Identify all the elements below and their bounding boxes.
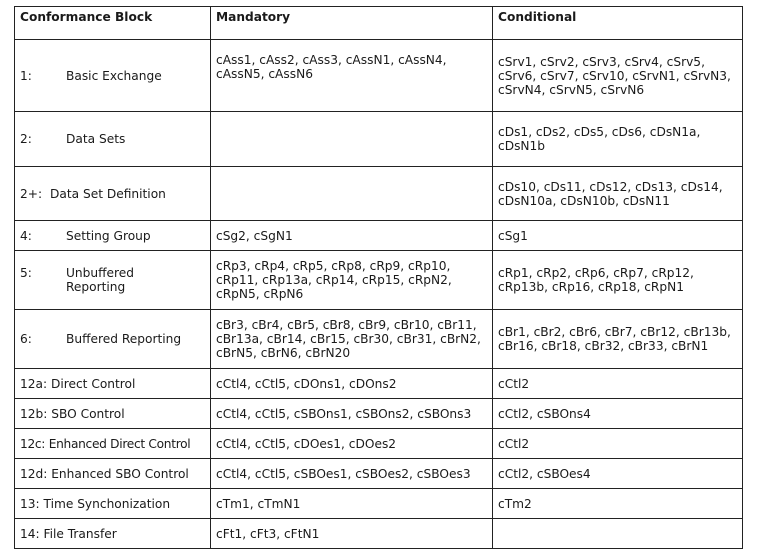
- block-number: 4:: [20, 228, 32, 243]
- block-name: Unbuffered Reporting: [66, 266, 134, 294]
- mandatory-cell: cTm1, cTmN1: [211, 489, 493, 519]
- mandatory-cell: cCtl4, cCtl5, cSBOns1, cSBOns2, cSBOns3: [211, 399, 493, 429]
- table-row: [15, 221, 743, 251]
- table-header-row: [15, 7, 743, 40]
- conditional-cell: cCtl2, cSBOes4: [493, 459, 743, 489]
- table-row: [15, 167, 743, 221]
- mandatory-cell: [211, 112, 493, 167]
- mandatory-cell: cFt1, cFt3, cFtN1: [211, 519, 493, 549]
- block-name: Enhanced SBO Control: [51, 466, 189, 481]
- block-name: Time Synchonization: [43, 496, 171, 511]
- conditional-cell: cBr1, cBr2, cBr6, cBr7, cBr12, cBr13b, cBr16, cBr18, cBr32, cBr33, cBrN1: [493, 310, 743, 369]
- block-name: Enhanced Direct Control: [48, 436, 191, 451]
- block-cell: [15, 310, 211, 369]
- block-number: 1:: [20, 68, 32, 83]
- mandatory-cell: cCtl4, cCtl5, cDOes1, cDOes2: [211, 429, 493, 459]
- block-cell: [15, 519, 211, 549]
- block-cell: [15, 489, 211, 519]
- block-number: 13:: [20, 496, 40, 511]
- conditional-cell: cDs10, cDs11, cDs12, cDs13, cDs14, cDsN10a, cDsN10b, cDsN11: [493, 167, 743, 221]
- mandatory-cell: cBr3, cBr4, cBr5, cBr8, cBr9, cBr10, cBr11, cBr13a, cBr14, cBr15, cBr30, cBr31, cBrN2, cBrN5, cBrN6, cBrN20: [211, 310, 493, 369]
- mandatory-cell: cSg2, cSgN1: [211, 221, 493, 251]
- header-mandatory: Mandatory: [211, 7, 493, 40]
- conditional-cell: cDs1, cDs2, cDs5, cDs6, cDsN1a, cDsN1b: [493, 112, 743, 167]
- table-row: [15, 459, 743, 489]
- block-name: Setting Group: [66, 228, 151, 243]
- conditional-cell: cCtl2: [493, 429, 743, 459]
- mandatory-cell: cAss1, cAss2, cAss3, cAssN1, cAssN4, cAssN5, cAssN6: [211, 40, 493, 112]
- block-cell: [15, 429, 211, 459]
- header-conditional: Conditional: [493, 7, 743, 40]
- block-number: 14:: [20, 526, 40, 541]
- block-cell: [15, 221, 211, 251]
- conditional-cell: cSg1: [493, 221, 743, 251]
- mandatory-cell: cRp3, cRp4, cRp5, cRp8, cRp9, cRp10, cRp11, cRp13a, cRp14, cRp15, cRpN2, cRpN5, cRpN6: [211, 251, 493, 310]
- conditional-cell: cCtl2: [493, 369, 743, 399]
- conditional-cell: cCtl2, cSBOns4: [493, 399, 743, 429]
- block-name: File Transfer: [43, 526, 117, 541]
- mandatory-cell: [211, 167, 493, 221]
- conditional-cell: cTm2: [493, 489, 743, 519]
- block-cell: [15, 40, 211, 112]
- block-cell: [15, 251, 211, 310]
- block-name: Basic Exchange: [66, 68, 162, 83]
- block-name: Data Set Definition: [50, 186, 166, 201]
- conformance-table-container: [14, 6, 742, 549]
- block-name: SBO Control: [51, 406, 125, 421]
- block-number: 12b:: [20, 406, 48, 421]
- table-row: [15, 310, 743, 369]
- table-row: [15, 489, 743, 519]
- block-cell: [15, 369, 211, 399]
- block-number: 12a:: [20, 376, 48, 391]
- header-conformance-block: Conformance Block: [15, 7, 211, 40]
- table-row: [15, 519, 743, 549]
- conformance-table: [14, 6, 743, 549]
- block-number: 2:: [20, 132, 32, 146]
- table-row: [15, 369, 743, 399]
- table-row: [15, 399, 743, 429]
- conditional-cell: cRp1, cRp2, cRp6, cRp7, cRp12, cRp13b, cRp16, cRp18, cRpN1: [493, 251, 743, 310]
- block-number: 5:: [20, 266, 32, 280]
- block-name: Buffered Reporting: [66, 332, 182, 346]
- block-number: 6:: [20, 332, 32, 346]
- mandatory-cell: cCtl4, cCtl5, cDOns1, cDOns2: [211, 369, 493, 399]
- block-cell: [15, 112, 211, 167]
- table-row: [15, 429, 743, 459]
- block-name: Direct Control: [50, 376, 136, 391]
- table-row: [15, 112, 743, 167]
- block-number: 2+:: [20, 186, 43, 201]
- table-row: [15, 251, 743, 310]
- block-cell: [15, 167, 211, 221]
- conditional-cell: cSrv1, cSrv2, cSrv3, cSrv4, cSrv5, cSrv6, cSrv7, cSrv10, cSrvN1, cSrvN3, cSrvN4, cSrvN5, cSrvN6: [493, 40, 743, 112]
- table-row: [15, 40, 743, 112]
- block-number: 12c:: [20, 436, 46, 451]
- conditional-cell: [493, 519, 743, 549]
- block-cell: [15, 399, 211, 429]
- block-cell: [15, 459, 211, 489]
- block-number: 12d:: [20, 466, 48, 481]
- mandatory-cell: cCtl4, cCtl5, cSBOes1, cSBOes2, cSBOes3: [211, 459, 493, 489]
- block-name: Data Sets: [66, 132, 126, 146]
